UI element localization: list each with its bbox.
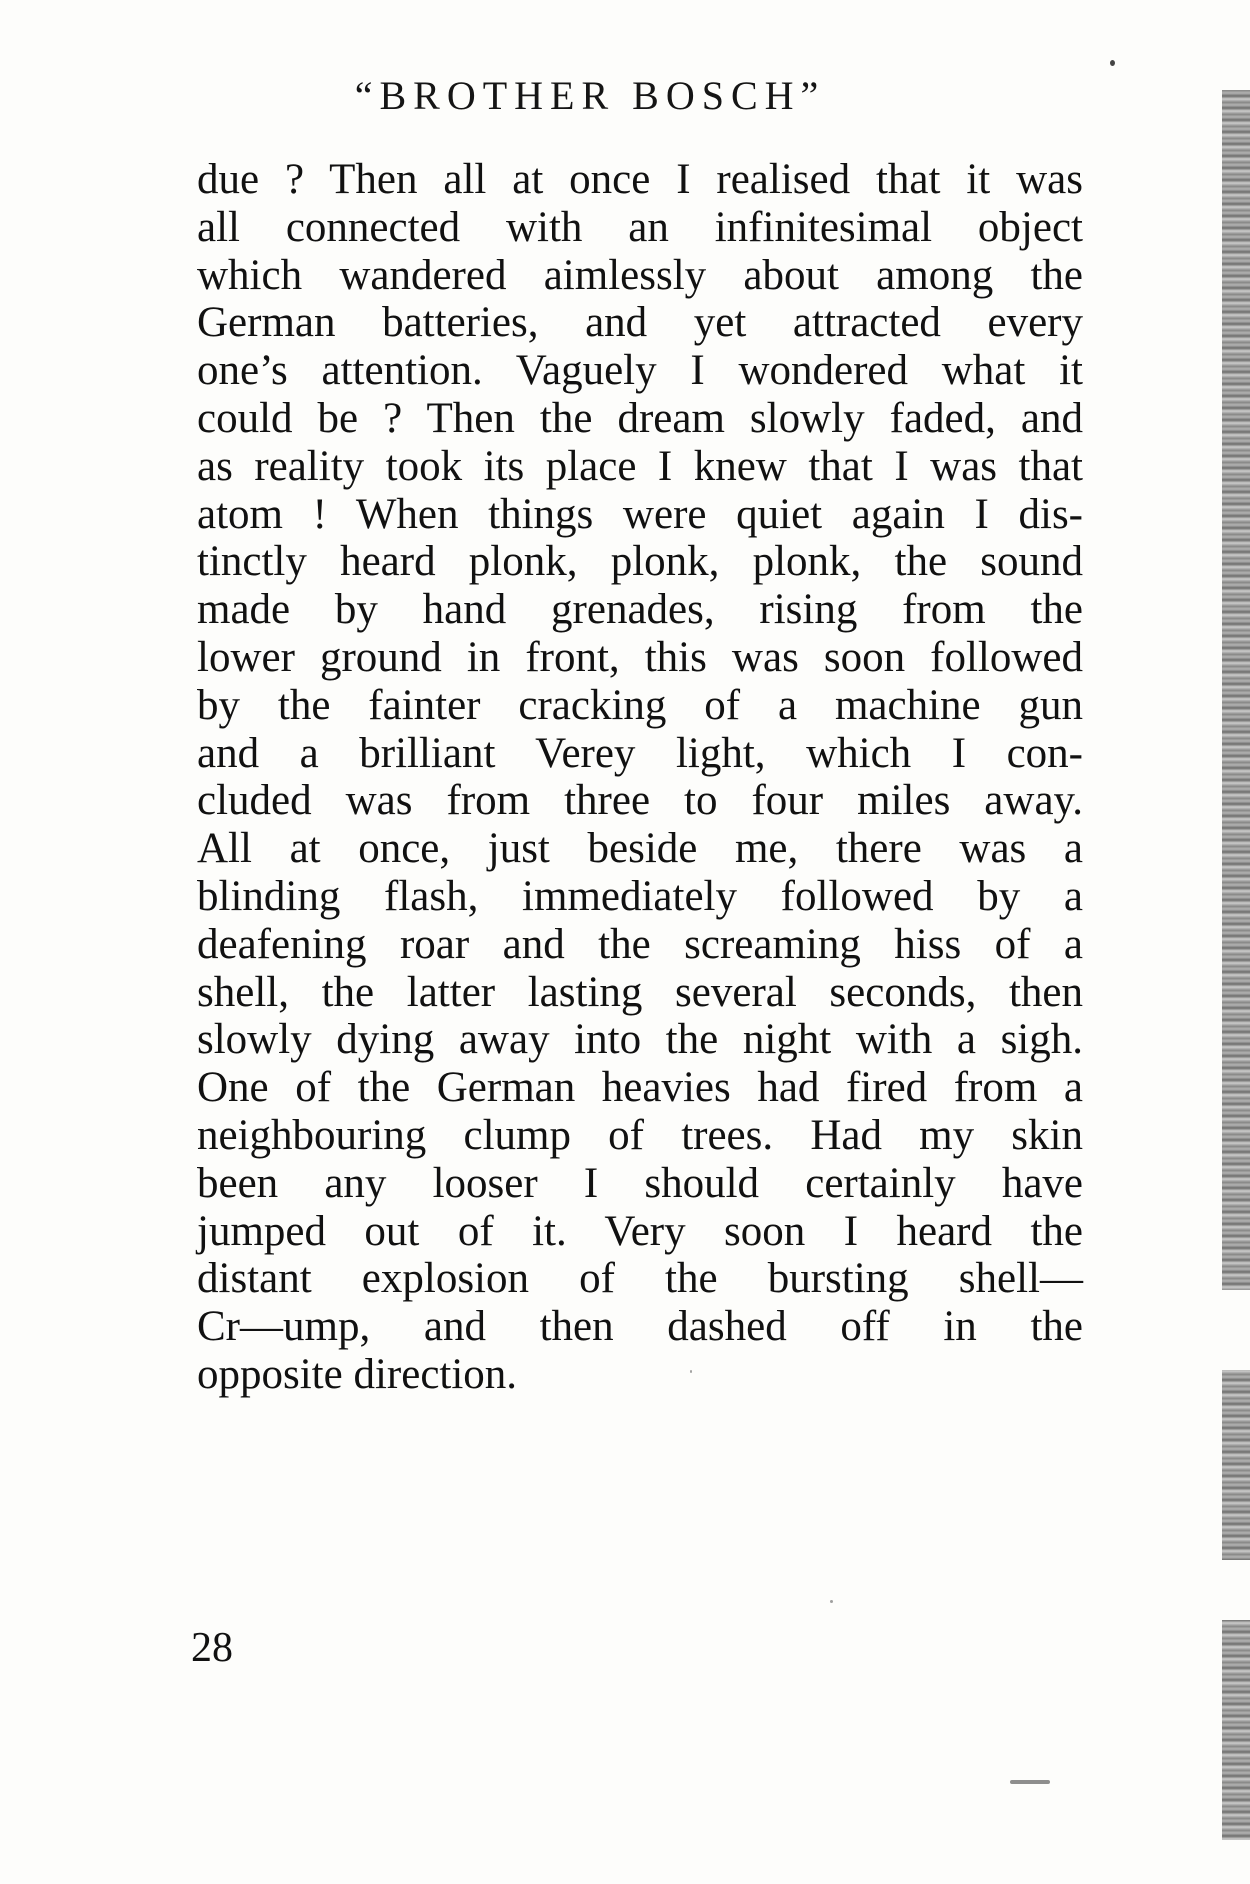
scan-speck <box>1110 60 1115 66</box>
text-line: distant explosion of the bursting shell— <box>197 1255 1083 1303</box>
scan-speck <box>830 1600 833 1603</box>
text-line: made by hand grenades, rising from the <box>197 586 1083 634</box>
text-line: blinding flash, immediately followed by a <box>197 872 1083 920</box>
text-line: slowly dying away into the night with a sigh. <box>197 1016 1083 1064</box>
scan-speck <box>1010 1780 1050 1784</box>
text-line: by the fainter cracking of a machine gun <box>197 681 1083 729</box>
scan-speck <box>690 1370 692 1373</box>
running-title: “BROTHER BOSCH” <box>354 73 826 118</box>
text-line: could be ? Then the dream slowly faded, and <box>197 394 1083 442</box>
text-line: deafening roar and the screaming hiss of a <box>197 920 1083 968</box>
text-line: tinctly heard plonk, plonk, plonk, the sound <box>197 538 1083 586</box>
text-line: atom ! When things were quiet again I dis- <box>197 490 1083 538</box>
text-line: which wandered aimlessly about among the <box>197 251 1083 299</box>
text-line: as reality took its place I knew that I was that <box>197 442 1083 490</box>
text-line: lower ground in front, this was soon followed <box>197 633 1083 681</box>
text-line: Cr—ump, and then dashed off in the <box>197 1303 1083 1351</box>
text-line: jumped out of it. Very soon I heard the <box>197 1207 1083 1255</box>
text-line: neighbouring clump of trees. Had my skin <box>197 1111 1083 1159</box>
text-line: one’s attention. Vaguely I wondered what it <box>197 347 1083 395</box>
text-line: All at once, just beside me, there was a <box>197 825 1083 873</box>
body-text <box>197 156 1083 1399</box>
text-line: German batteries, and yet attracted every <box>197 299 1083 347</box>
text-line: due ? Then all at once I realised that it was <box>197 156 1083 203</box>
text-line: shell, the latter lasting several seconds, then <box>197 968 1083 1016</box>
text-line: all connected with an infinitesimal object <box>197 203 1083 251</box>
text-line: One of the German heavies had fired from a <box>197 1064 1083 1112</box>
text-line: and a brilliant Verey light, which I con- <box>197 729 1083 777</box>
page-number: 28 <box>191 1625 233 1671</box>
text-line: cluded was from three to four miles away. <box>197 777 1083 825</box>
text-line: opposite direction. <box>197 1350 518 1398</box>
text-line: been any looser I should certainly have <box>197 1159 1083 1207</box>
